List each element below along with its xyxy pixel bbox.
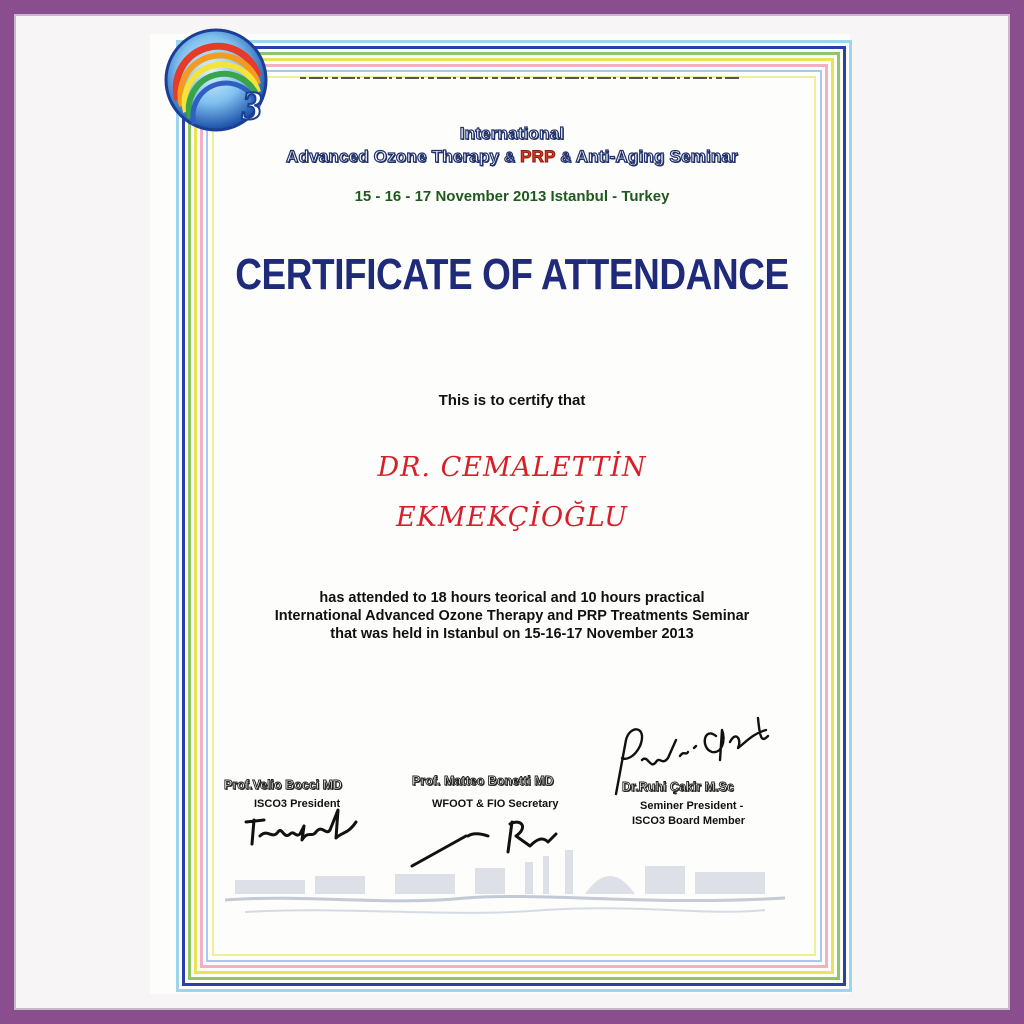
ampersand: &	[560, 149, 572, 166]
body-line-3: that was held in Istanbul on 15-16-17 November 2013	[330, 626, 694, 642]
recipient-name-line1: DR. CEMALETTİN	[377, 452, 647, 483]
seminar-part-ozone: Advanced Ozone Therapy	[286, 147, 500, 166]
certify-intro: This is to certify that	[438, 392, 586, 409]
ampersand: &	[504, 149, 516, 166]
signatory-3-role-line1: Seminer President -	[640, 800, 744, 812]
recipient-name-line2: EKMEKÇİOĞLU	[396, 502, 628, 533]
seminar-dates: 15 - 16 - 17 November 2013 Istanbul - Turkey	[354, 188, 670, 205]
seminar-part-antiaging: Anti-Aging Seminar	[575, 147, 738, 166]
header-decorative-line	[300, 74, 740, 82]
signatory-2-role: WFOOT & FIO Secretary	[432, 798, 559, 810]
signatory-1-name: Prof.Velio Bocci MD	[224, 778, 343, 792]
body-line-1: has attended to 18 hours teorical and 10 hours practical	[319, 590, 705, 606]
certificate-title: CERTIFICATE OF ATTENDANCE	[235, 250, 789, 299]
header-line-seminar	[0, 147, 1024, 167]
signatory-3-name: Dr.Ruhi Çakir M.Sc	[622, 780, 734, 794]
body-line-2: International Advanced Ozone Therapy and PRP Treatments Seminar	[274, 608, 750, 624]
seminar-part-prp: PRP	[520, 147, 556, 166]
signatory-3-role-line2: ISCO3 Board Member	[632, 815, 746, 827]
signatory-1-role: ISCO3 President	[254, 798, 341, 810]
header-line-international: International	[459, 124, 565, 143]
logo-mark: 3	[242, 83, 262, 128]
signatory-2-name: Prof. Matteo Bonetti MD	[412, 774, 554, 788]
istanbul-skyline-watermark	[225, 840, 785, 930]
